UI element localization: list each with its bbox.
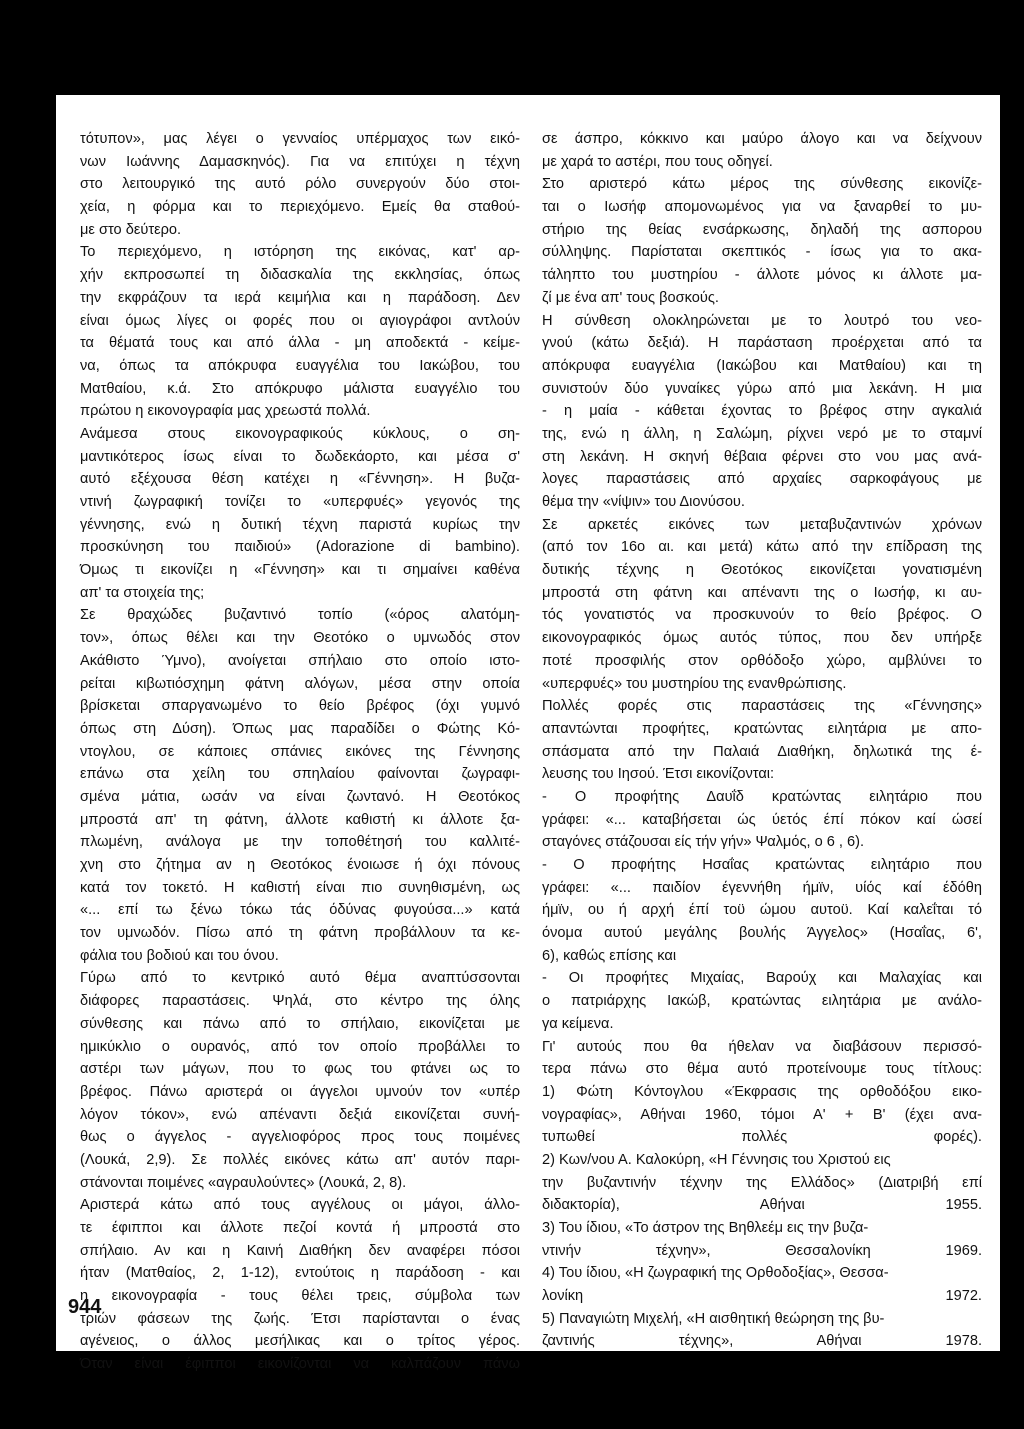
text-line: γνού (κάτω δεξιά). Η παράσταση προέρχεται από τα [542, 335, 982, 352]
text-line: χνη στο ζήτημα αν η Θεοτόκος ένοιωσε ή όχι πόνους [80, 857, 520, 873]
text-line: λόγον τόκον», ενώ απέναντι δεξιά εικονίζεται συνή- [80, 1106, 520, 1123]
text-line: ντινήν τέχνην», Θεσσαλονίκη 1969. [542, 1242, 982, 1259]
text-line: Ανάμεσα στους εικονογραφικούς κύκλους, ο ση- [80, 425, 520, 442]
text-line: με χαρά το αστέρι, που τους οδηγεί. [542, 153, 773, 170]
text-line: βρίσκεται σπαργανωμένο το θείο βρέφος (όχι γυμνό [80, 698, 520, 715]
text-line: επάνω στα χείλη του σπηλαίου φαίνονται ζωγραφι- [80, 766, 520, 783]
text-line: σύλληψης. Παρίσταται σκεπτικός - ίσως για το ακα- [542, 244, 982, 261]
text-line: Γι' αυτούς που θα ήθελαν να διαβάσουν περισσό- [542, 1038, 982, 1055]
text-line: τυπωθεί πολλές φορές). [542, 1129, 982, 1146]
text-line: να, όπως τα απόκρυφα ευαγγέλια του Ιακώβου, του [80, 357, 520, 374]
text-line: ήταν (Ματθαίος, 2, 1-12), εντούτοις η παράδοση - και [80, 1265, 520, 1282]
text-line: διάφορες παραστάσεις. Ψηλά, στο κέντρο της όλης [80, 993, 520, 1010]
text-line: κατά τον τοκετό. Η καθιστή είναι πιο συνηθισμένη, ως [80, 879, 520, 896]
text-line: σπάσματα από την Παλαιά Διαθήκη, δηλωτικά της έ- [542, 743, 982, 760]
text-line: ντογλου, σε κάποιες σπάνιες εικόνες της Γέννησης [80, 743, 520, 760]
text-line: ο πατριάρχης Ιακώβ, κρατώντας ειλητάρια με ανάλο- [542, 993, 982, 1010]
left-text-column [80, 128, 520, 1376]
text-line: Σε αρκετές εικόνες των μεταβυζαντινών χρόνων [542, 516, 982, 533]
text-line: λευσης του Ιησού. Έτσι εικονίζονται: [542, 766, 775, 783]
text-line: όνομα αυτού μεγάλης βουλής Άγγελος» (Ησαΐας, 6', [542, 925, 982, 942]
text-line: δυτικής τέχνης η Θεοτόκος εικονίζεται γονατισμένη [542, 562, 982, 579]
text-line: την εκφράζουν τα ιερά κειμήλια και η παράδοση. Δεν [80, 289, 520, 306]
text-line: εικονογραφικός όμως αυτός τύπος, που δεν υπήρξε [542, 630, 982, 647]
page-number: 944 [68, 1296, 102, 1318]
text-line: νογραφίας», Αθήναι 1960, τόμοι Α' + Β' (έχει ανα- [542, 1106, 982, 1123]
text-line: τός γονατιστός να προσκυνούν το θείο βρέφος. Ο [542, 607, 982, 624]
text-line: σύνθεσης και πάνω από το σπήλαιο, εικονίζεται με [80, 1015, 520, 1032]
text-line: στη λεκάνη. Η σκηνή θέβαια φέρνει στο νου μας ανά- [542, 448, 982, 465]
text-line: λογες παραστάσεις από αρχαίες σαρκοφάγους με [542, 471, 982, 488]
text-line: 4) Του ίδιου, «Η ζωγραφική της Ορθοδοξίας», Θεσσα- [542, 1265, 889, 1282]
text-line: «υπερφυές» του μυστηρίου της ενανθρώπισης. [542, 675, 847, 692]
text-line: (Λουκά, 2,9). Σε πολλές εικόνες κάτω απ' αυτόν παρι- [80, 1151, 520, 1168]
text-line: μπροστά απ' τη φάτνη, άλλοτε καθιστή κι άλλοτε ξα- [80, 811, 520, 828]
text-line: ρείται κιβωτιόσχημη φάτνη αλόγων, μέσα στην οποία [80, 675, 520, 692]
text-line: Σε θραχώδες βυζαντινό τοπίο («όρος αλατόμη- [80, 607, 520, 624]
right-text-column [542, 128, 982, 1353]
text-line: τον υμνωδόν. Πίσω από τη φάτνη προβάλλουν τα κε- [80, 925, 520, 942]
text-line: η εικονογραφία - τους θέλει τρεις, σύμβολα των [80, 1288, 520, 1305]
text-line: αγένειος, ο άλλος μεσήλικας και ο τρίτος γέρος. [80, 1333, 520, 1350]
text-line: στήριο της θείας ενσάρκωσης, δηλαδή της ασπορου [542, 221, 982, 238]
text-line: χεία, η φόρμα και το περιεχόμενο. Εμείς θα σταθού- [80, 199, 520, 216]
text-line: απόκρυφα ευαγγέλια (Ιακώβου και Ματθαίου) και τη [542, 357, 982, 374]
text-line: απ' τα στοιχεία της; [80, 584, 205, 601]
text-line: τον», όπως θέλει και την Θεοτόκο ο υμνωδός στον [80, 630, 520, 647]
text-line: είναι όμως λίγες οι φορές που οι αγιογράφοι αντλούν [80, 312, 520, 329]
text-line: συνιστούν δύο γυναίκες γύρω από μια λεκάνη. Η μια [542, 380, 982, 397]
text-line: χήν εκπροσωπεί τη διδασκαλία της εκκλησίας, όπως [80, 267, 520, 284]
text-line: τάληπτο του μυστηρίου - άλλοτε μόνος κι άλλοτε μα- [542, 267, 982, 284]
text-line: βρέφος. Πάνω αριστερά οι άγγελοι υμνούν τον «υπέρ [80, 1083, 520, 1100]
text-line: Πολλές φορές στις παραστάσεις της «Γέννησης» [542, 698, 982, 715]
text-line: 6), καθώς επίσης και [542, 947, 677, 964]
text-line: Ακάθιστο Ύμνο), ανοίγεται σπήλαιο στο οποίο ιστο- [80, 652, 520, 669]
text-line: τερα πάνω στο θέμα αυτό προτείνουμε τους τίτλους: [542, 1061, 982, 1078]
text-line: γα κείμενα. [542, 1015, 614, 1032]
text-line: στο λειτουργικό της αυτό ρόλο συνεργούν δύο στοι- [80, 176, 520, 193]
text-line: 2) Κων/νου Α. Καλοκύρη, «Η Γέννησις του Χριστού εις [542, 1151, 891, 1168]
text-line: σμένα μάτια, ωσάν να είναι ζωντανό. Η Θεοτόκος [80, 788, 520, 805]
text-line: 5) Παναγιώτη Μιχελή, «Η αισθητική θεώρηση της βυ- [542, 1310, 885, 1327]
text-line: Το περιεχόμενο, η ιστόρηση της εικόνας, κατ' αρ- [80, 244, 520, 261]
text-line: - Ο προφήτης Δαυΐδ κρατώντας ειλητάριο που [542, 788, 982, 805]
text-line: ζαντινής τέχνης», Αθήναι 1978. [542, 1333, 982, 1350]
text-line: - Ο προφήτης Ησαΐας κρατώντας ειλητάριο που [542, 857, 982, 873]
text-line: τότυπον», μας λέγει ο γενναίος υπέρμαχος των εικό- [80, 131, 520, 147]
text-line: σταγόνες στάζουσαι είς τήν γήν» Ψαλμός, ο 6 , 6). [542, 834, 865, 851]
text-line: Η σύνθεση ολοκληρώνεται με το λουτρό του νεο- [542, 312, 982, 329]
text-line: τριών φάσεων της ζωής. Έτσι παρίστανται ο ένας [80, 1310, 520, 1327]
text-line: τα θέματά τους και από άλλα - μη αποδεκτά - κείμε- [80, 335, 520, 352]
text-line: μπροστά στη φάτνη και απέναντι της ο Ιωσήφ, κι αυ- [542, 584, 982, 601]
text-line: σπήλαιο. Αν και η Καινή Διαθήκη δεν αναφέρει πόσοι [80, 1242, 520, 1259]
text-line: όπως στη Δύση). Όπως μας παραδίδει ο Φώτης Κό- [80, 720, 520, 737]
text-line: ζί με ένα απ' τους βοσκούς. [542, 289, 719, 306]
text-line: ποτέ προσφιλής στον ορθόδοξο χώρο, αμβλύνει το [542, 652, 982, 669]
text-line: διδακτορία), Αθήναι 1955. [542, 1197, 982, 1214]
text-line: αστέρι των μάγων, που το φως του φτάνει ως το [80, 1061, 520, 1078]
text-line: σε άσπρο, κόκκινο και μαύρο άλογο και να δείχνουν [542, 131, 982, 147]
text-line: της, ενώ η άλλη, η Σαλώμη, ρίχνει νερό με το σταμνί [542, 425, 982, 442]
text-line: γράφει: «... παιδίον έγεννήθη ήμϊν, υίός καί έδόθη [542, 879, 982, 896]
text-line: Όμως τι εικονίζει η «Γέννηση» και τι σημαίνει καθένα [80, 562, 520, 579]
text-line: «... επί τω ξένω τόκω τάς όδύνας φυγούσα...» κατά [80, 902, 520, 919]
text-line: 1) Φώτη Κόντογλου «Έκφρασις της ορθοδόξου εικο- [542, 1083, 982, 1100]
text-line: τε έφιπποι και άλλοτε πεζοί κοντά ή μπροστά στο [80, 1220, 520, 1236]
text-line: λονίκη 1972. [542, 1288, 982, 1305]
text-line: την βυζαντινήν τέχνην της Ελλάδος» (Διατριβή επί [542, 1174, 982, 1191]
text-line: αυτό εξέχουσα θέση κατέχει η «Γέννηση». Η βυζα- [80, 471, 520, 488]
text-line: (από τον 16ο αι. και μετά) κάτω από την επίδραση της [542, 539, 982, 556]
text-line: - η μαία - κάθεται έχοντας το βρέφος στην αγκαλιά [542, 403, 982, 420]
text-line: πρώτου η εικονογραφία μας χρεωστά πολλά. [80, 403, 371, 420]
text-line: φάλια του βοδιού και του όνου. [80, 947, 279, 964]
text-line: Ματθαίου, κ.ά. Στο απόκρυφο μάλιστα ευαγγέλιο του [80, 380, 520, 397]
document-page [56, 95, 1000, 1373]
text-line: Στο αριστερό κάτω μέρος της σύνθεσης εικονίζε- [542, 176, 982, 193]
text-line: γράφει: «... καταβήσεται ώς ύετός έπί πόκον καί ώσεί [542, 811, 982, 828]
text-line: ται ο Ιωσήφ απομονωμένος για να ξαναρθεί το μυ- [542, 199, 982, 216]
text-line: ημικύκλιο ο ουρανός, από τον οποίο προβάλλει το [80, 1038, 520, 1055]
text-line: μαντικότερος ίσως είναι το δωδεκάορτο, και μέσα σ' [80, 448, 520, 465]
text-line: απαντώνται προφήτες, κρατώντας ειλητάρια με απο- [542, 720, 982, 737]
text-line: 3) Του ίδιου, «Το άστρον της Βηθλεέμ εις την βυζα- [542, 1220, 869, 1236]
text-line: στάνονται ποιμένες «αγραυλούντες» (Λουκά, 2, 8). [80, 1174, 407, 1191]
text-line: Γύρω από το κεντρικό αυτό θέμα αναπτύσσονται [80, 970, 520, 987]
text-line: Όταν είναι έφιπποι εικονίζονται να καλπάζουν πάνω [80, 1356, 520, 1373]
text-line: προσκύνηση του παιδιού» (Adorazione di bambino). [80, 539, 520, 556]
text-line: - Οι προφήτες Μιχαίας, Βαρούχ και Μαλαχίας και [542, 970, 982, 987]
text-line: με στο δεύτερο. [80, 221, 182, 238]
text-line: ήμϊν, ου ή αρχή έπί τοϋ ώμου αυτοϋ. Καί καλεΐται τό [542, 902, 982, 919]
text-line: νων Ιωάννης Δαμασκηνός). Για να επιτύχει η τέχνη [80, 153, 520, 170]
text-line: γέννησης, ενώ η δυτική τέχνη παριστά κυρίως την [80, 516, 520, 533]
text-line: θέμα την «νίψιν» του Διονύσου. [542, 494, 745, 510]
text-line: πλωμένη, ανάλογα με την τοποθέτησή του καλλιτέ- [80, 834, 520, 851]
text-line: θως ο άγγελος - αγγελιοφόρος προς τους ποιμένες [80, 1129, 520, 1146]
text-line: ντινή ζωγραφική τονίζει το «υπερφυές» γεγονός της [80, 494, 520, 510]
text-line: Αριστερά κάτω από τους αγγέλους οι μάγοι, άλλο- [80, 1197, 520, 1214]
